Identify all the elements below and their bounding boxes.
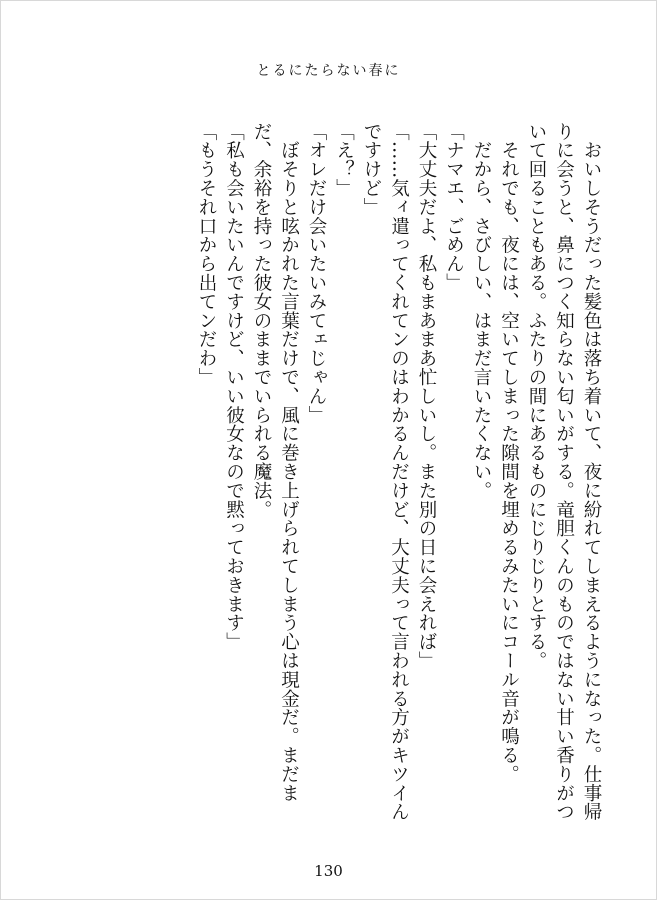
text-line: 「え？」 [333, 122, 355, 198]
page-number: 130 [314, 862, 343, 880]
text-line: だから、さびしい、はまだ言いたくない。 [471, 122, 492, 500]
text-line: 「オレだけ会いたいみてェじゃん」 [306, 122, 327, 425]
text-line: 「私も会いたいんですけど、いい彼女なので黙っておきます」 [223, 122, 245, 652]
text-line: いて回ることもある。ふたりの間にあるものにじりじりとする。 [526, 122, 547, 671]
text-line: それでも、夜には、空いてしまった隙間を埋めるみたいにコール音が鳴る。 [498, 122, 520, 784]
text-line: 「ナマエ、ごめん」 [443, 122, 465, 293]
text-line: ぼそりと呟かれた言葉だけで、風に巻き上げられてしまう心は現金だ。まだま [278, 122, 300, 803]
text-line: おいしそうだった髪色は落ち着いて、夜に紛れてしまえるようになった。仕事帰 [581, 122, 602, 822]
text-line: 「もうそれ口から出てンだわ」 [196, 122, 217, 387]
text-line: りに会うと、鼻につく知らない匂いがする。竜胆くんのものではない甘い香りがつ [553, 122, 575, 822]
running-title: とるにたらない春に [256, 63, 401, 79]
text-line: だ、余裕を持った彼女のままでいられる魔法。 [251, 122, 272, 519]
text-line: 「大丈夫だよ、私もまあまあ忙しいし。また別の日に会えれば」 [416, 122, 437, 671]
text-line: 「……気ィ遣ってくれてンのはわかるんだけど、大丈夫って言われる方がキツイん [388, 122, 410, 822]
text-line: ですけど」 [361, 122, 382, 217]
vertical-text-body [193, 122, 606, 862]
